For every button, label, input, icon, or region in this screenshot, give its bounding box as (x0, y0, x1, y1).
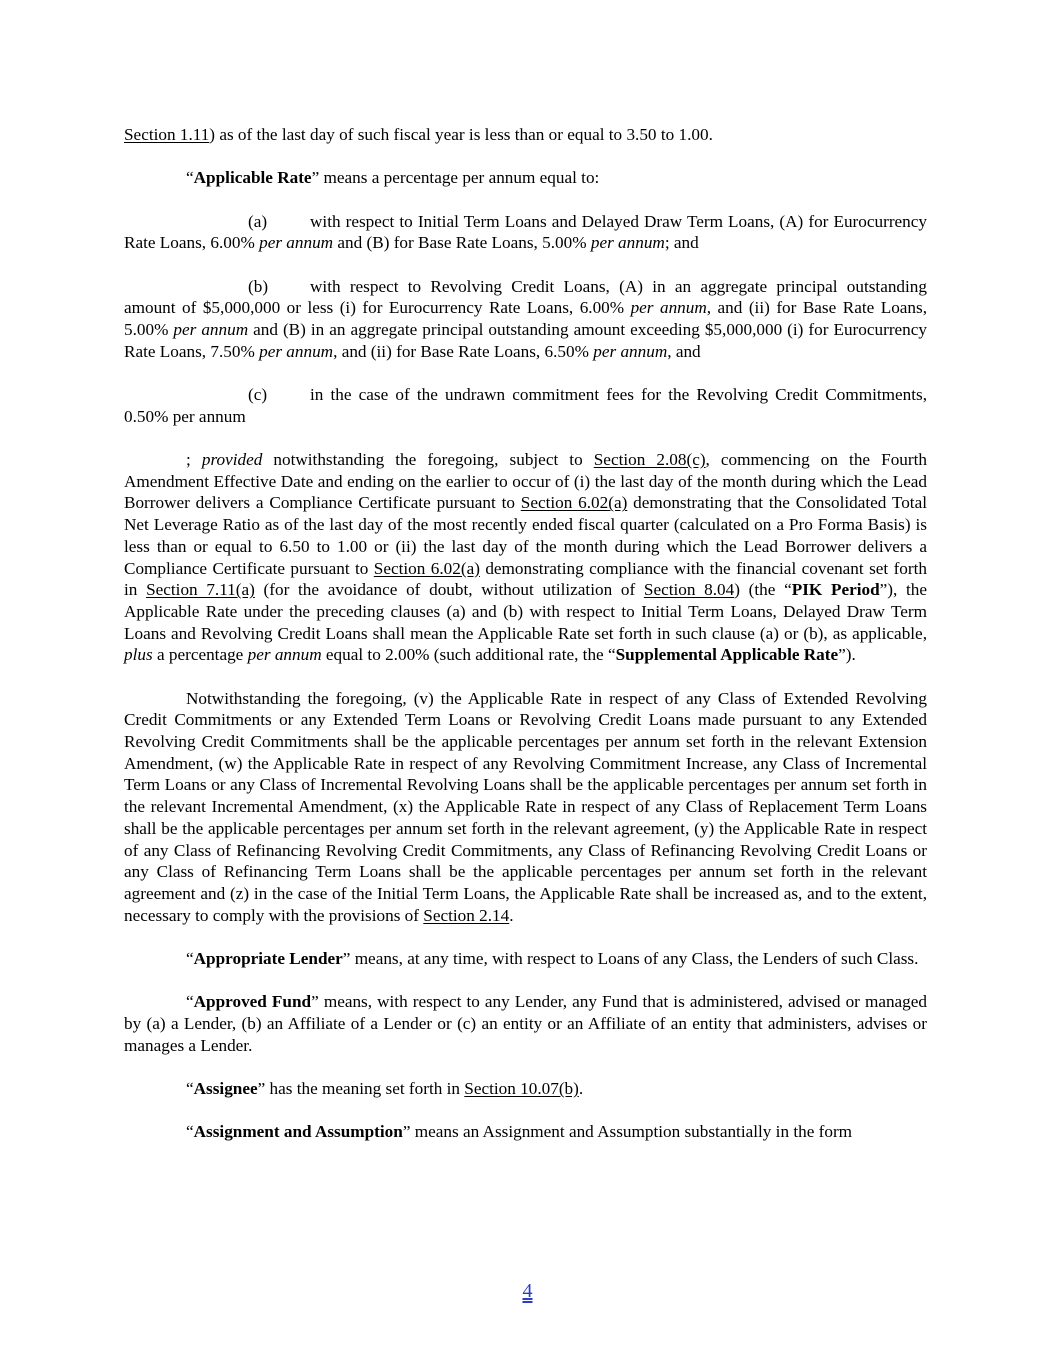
paragraph-proviso-pik (124, 449, 927, 666)
italic-term: provided (201, 450, 263, 469)
section-reference-link[interactable]: Section 7.11(a) (146, 580, 255, 600)
clause-label: (a) (248, 211, 268, 231)
paragraph-def-appropriate-lender (124, 948, 927, 970)
text-run: . (578, 1078, 584, 1098)
defined-term: Assignment and Assumption (193, 1122, 403, 1142)
italic-term: per annum (593, 341, 668, 361)
text-run: ” has the meaning set forth in (257, 1078, 465, 1098)
text-run: “ (186, 1122, 194, 1142)
section-reference-link[interactable]: Section 2.08(c) (593, 450, 706, 469)
text-run: in the case of the undrawn commitment fees for the Revolving Credit Commitments, 0.50% per annum (124, 385, 927, 426)
text-run: ; and (664, 233, 699, 253)
section-reference-link[interactable]: Section 6.02(a) (373, 558, 480, 578)
italic-term: plus (124, 645, 153, 665)
paragraph-def-approved-fund (124, 991, 927, 1056)
text-run: , and (667, 341, 701, 361)
paragraph-leverage-continuation (124, 124, 927, 146)
text-run: and (B) in an aggregate principal outstanding amount exceeding $5,000,000 (i) for Eurocurrency Rate Loans, 7.50% (124, 320, 927, 361)
defined-term: Appropriate Lender (193, 948, 343, 968)
italic-term: per annum (173, 320, 249, 339)
italic-term: per annum (259, 233, 334, 253)
clause-label: (c) (248, 385, 268, 404)
text-run: “ (186, 1078, 194, 1098)
text-run: ) (the “ (734, 580, 792, 600)
document-page (124, 124, 927, 1165)
clause-label: (b) (248, 276, 269, 296)
paragraph-def-applicable-rate (124, 167, 927, 189)
defined-term: Approved Fund (193, 992, 312, 1012)
section-reference-link[interactable]: Section 2.14 (423, 905, 510, 925)
text-run: ) as of the last day of such fiscal year is less than or equal to 3.50 to 1.00. (209, 125, 713, 144)
defined-term: Applicable Rate (193, 168, 312, 188)
text-run: equal to 2.00% (such additional rate, the “ (321, 645, 616, 665)
text-run: ” means a percentage per annum equal to: (311, 168, 600, 188)
text-run: , and (ii) for Base Rate Loans, 5.00% (124, 298, 928, 339)
italic-term: per annum (247, 645, 322, 665)
text-run: . (509, 905, 514, 925)
text-run: ” means, with respect to any Lender, any Fund that is administered, advised or managed by (a) a Lender, (b) an Affiliate of a Lender or (c) an entity or an Affiliate of an entity that administers, advises or manages a Lender. (124, 992, 927, 1055)
text-run: Notwithstanding the foregoing, (v) the Applicable Rate in respect of any Class of Extended Revolving Credit Commitments or any Extended Term Loans or Revolving Credit Loans made pursuant to any Extended Revolving Credit Commitments shall be the applicable percentages per annum set forth in the relevant Extension Amendment, (w) the Applicable Rate in respect of any Revolving Commitment Increase, any Class of Incremental Term Loans or any Class of Incremental Revolving Loans shall be the applicable percentages per annum set forth in the relevant Incremental Amendment, (x) the Applicable Rate in respect of any Class of Replacement Term Loans shall be the applicable percentages per annum set forth in the relevant agreement, (y) the Applicable Rate in respect of any Class of Refinancing Revolving Credit Commitments, any Class of Refinancing Revolving Credit Loans or any Class of Refinancing Term Loans shall be the applicable percentages per annum set forth in the relevant agreement and (z) in the case of the Initial Term Loans, the Applicable Rate shall be increased as, and to the extent, necessary to comply with the provisions of (124, 688, 927, 925)
defined-term: Supplemental Applicable Rate (615, 645, 839, 665)
text-run: , and (ii) for Base Rate Loans, 6.50% (333, 341, 594, 361)
paragraph-clause-c (124, 384, 927, 427)
paragraph-def-assignment-and-assumption (124, 1121, 927, 1143)
section-reference-link[interactable]: Section 6.02(a) (520, 493, 628, 513)
paragraph-clause-a (124, 211, 927, 254)
text-run: ” means, at any time, with respect to Loans of any Class, the Lenders of such Class. (342, 948, 919, 968)
text-run: notwithstanding the foregoing, subject to (262, 450, 594, 469)
text-run: ; (186, 450, 202, 469)
text-run: a percentage (152, 645, 248, 665)
section-reference-link[interactable]: Section 8.04 (643, 580, 735, 600)
paragraph-clause-b (124, 276, 927, 363)
text-run: ”). (838, 645, 856, 665)
italic-term: per annum (259, 341, 334, 361)
text-run: “ (186, 168, 194, 188)
defined-term: PIK Period (791, 580, 880, 600)
text-run: ” means an Assignment and Assumption substantially in the form (402, 1122, 853, 1142)
italic-term: per annum (590, 233, 665, 253)
text-run: demonstrating compliance with the financial covenant set forth in (124, 558, 927, 600)
italic-term: per annum (630, 298, 707, 318)
text-run: demonstrating that the Consolidated Total Net Leverage Ratio as of the last day of the most recently ended fiscal quarter (calculated on a Pro Forma Basis) is less than or equal to 6.50 to 1.00 or (ii) the last day of the month during which the Lead Borrower delivers a Compliance Certificate pursuant to (124, 493, 927, 578)
defined-term: Assignee (193, 1078, 258, 1098)
section-reference-link[interactable]: Section 10.07(b) (464, 1078, 579, 1098)
text-run: “ (186, 992, 194, 1012)
text-run: with respect to Revolving Credit Loans, (A) in an aggregate principal outstanding amount of $5,000,000 or less (i) for Eurocurrency Rate Loans, 6.00% (124, 276, 927, 318)
paragraph-def-assignee (124, 1078, 927, 1100)
text-run: (for the avoidance of doubt, without utilization of (254, 580, 644, 600)
text-run: “ (186, 948, 194, 968)
text-run: , commencing on the Fourth Amendment Effective Date and ending on the earlier to occur of (i) the last day of the month during which the Lead Borrower delivers a Compliance Certificate pursuant to (124, 450, 927, 513)
text-run: and (B) for Base Rate Loans, 5.00% (333, 233, 591, 253)
text-run: with respect to Initial Term Loans and Delayed Draw Term Loans, (A) for Eurocurrency Rate Loans, 6.00% (124, 211, 927, 253)
section-reference-link[interactable]: Section 1.11 (124, 125, 210, 144)
page-number-link[interactable]: 4 (522, 1280, 533, 1302)
paragraph-notwithstanding (124, 688, 927, 927)
text-run: ”), the Applicable Rate under the preceding clauses (a) and (b) with respect to Initial Term Loans, Delayed Draw Term Loans and Revolving Credit Loans shall mean the Applicable Rate set forth in such clause (a) or (b), as applicable, (124, 580, 928, 643)
